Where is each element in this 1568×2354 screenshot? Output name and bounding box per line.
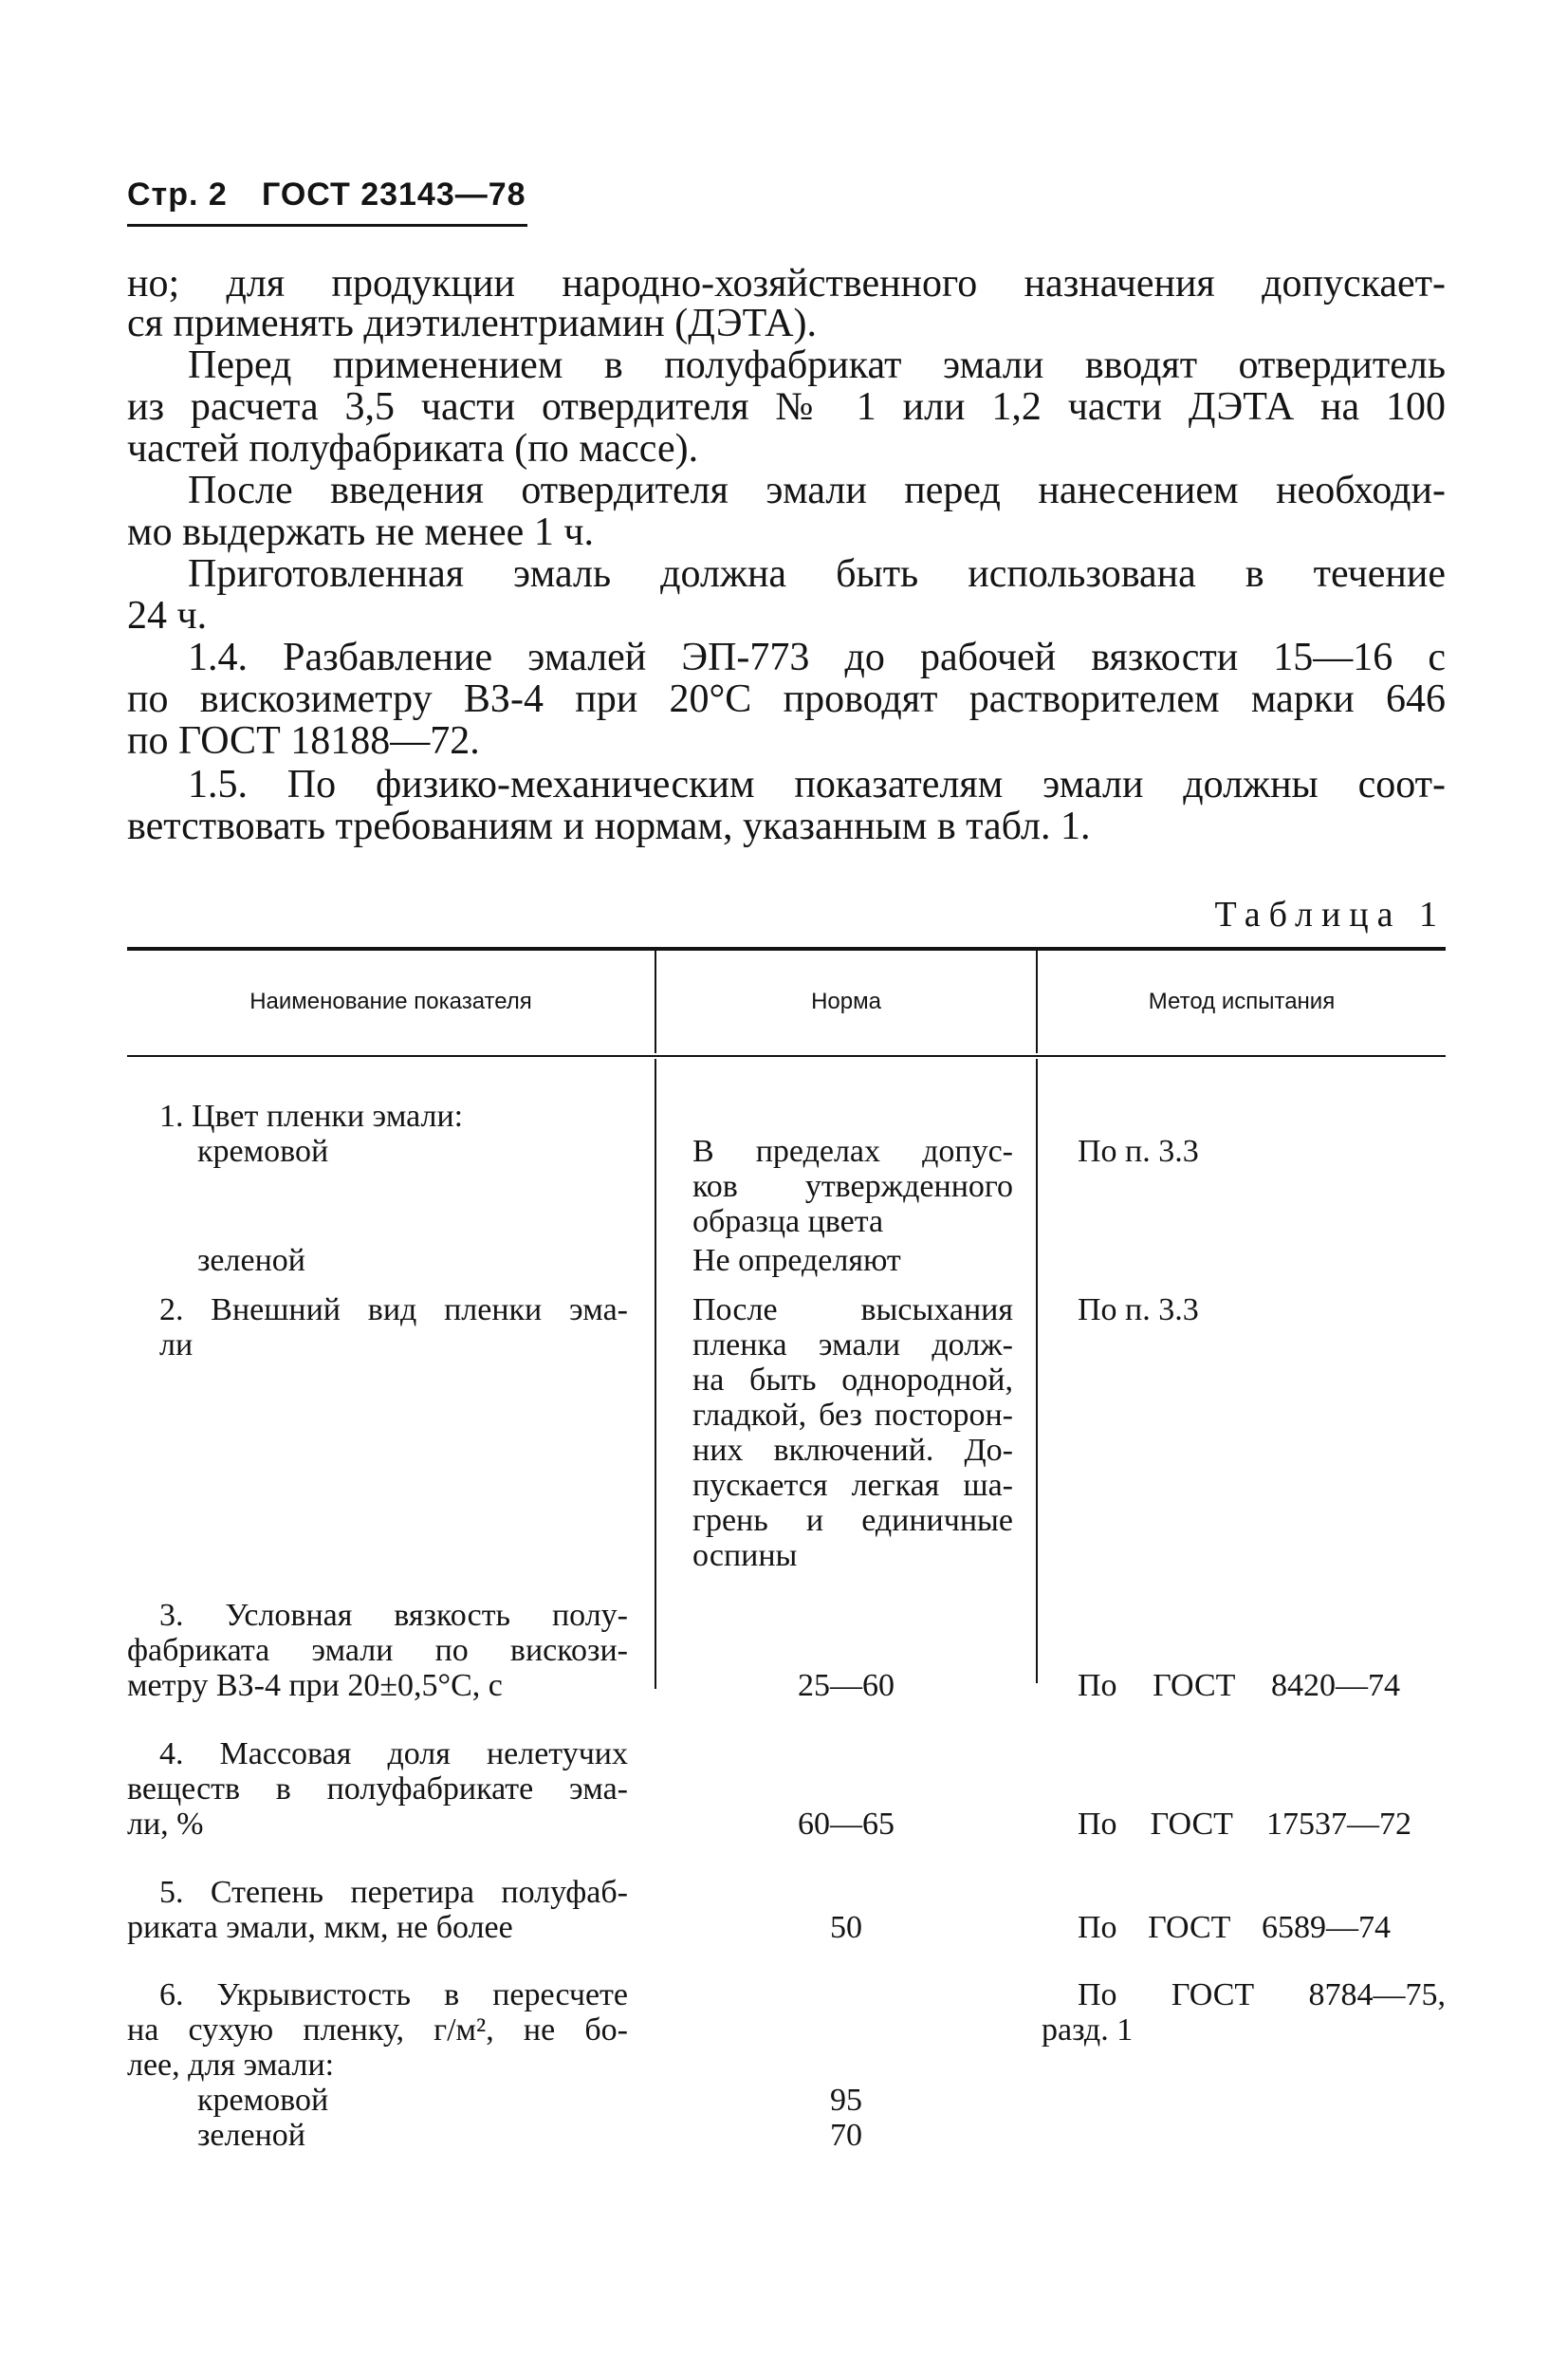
indicator-cell: фабриката эмали по вискози- bbox=[127, 1633, 628, 1668]
norm-cell: 25—60 bbox=[798, 1668, 895, 1703]
norm-cell: грень и единичные bbox=[692, 1503, 1013, 1538]
norm-cell: После высыхания bbox=[692, 1292, 1013, 1327]
method-cell: По п. 3.3 bbox=[1078, 1134, 1199, 1169]
indicator-cell: 3. Условная вязкость полу- bbox=[159, 1598, 628, 1633]
indicator-cell: риката эмали, мкм, не более bbox=[127, 1910, 513, 1945]
body-line: но; для продукции народно-хозяйственного назначения допускает- bbox=[127, 262, 1446, 306]
indicator-cell: ли bbox=[159, 1327, 194, 1362]
method-cell: По ГОСТ 6589—74 bbox=[1078, 1910, 1391, 1945]
indicator-cell: веществ в полуфабрикате эма- bbox=[127, 1771, 628, 1807]
body-line: ветствовать требованиям и нормам, указанным в табл. 1. bbox=[127, 805, 1091, 848]
table-header-method: Метод испытания bbox=[1148, 989, 1336, 1014]
indicator-cell: зеленой bbox=[197, 2118, 305, 2153]
norm-cell: пускается легкая ша- bbox=[692, 1468, 1013, 1503]
indicator-cell: метру ВЗ-4 при 20±0,5°С, с bbox=[127, 1668, 503, 1703]
method-cell: По ГОСТ 17537—72 bbox=[1078, 1807, 1411, 1842]
norm-cell: на быть однородной, bbox=[692, 1362, 1013, 1398]
body-line: 24 ч. bbox=[127, 594, 208, 638]
table-header-rule bbox=[127, 1055, 1446, 1057]
norm-cell: В пределах допус- bbox=[692, 1134, 1013, 1169]
indicator-cell: кремовой bbox=[197, 1134, 329, 1169]
body-line: 1.5. По физико-механическим показателям эмали должны соот- bbox=[188, 763, 1446, 806]
standard-number: ГОСТ 23143—78 bbox=[262, 176, 526, 213]
body-line: из расчета 3,5 части отвердителя № 1 или 1,2 части ДЭТА на 100 bbox=[127, 385, 1446, 429]
table-top-rule bbox=[127, 947, 1446, 951]
norm-cell: образца цвета bbox=[692, 1204, 884, 1239]
indicator-cell: 1. Цвет пленки эмали: bbox=[159, 1099, 464, 1134]
body-line: После введения отвердителя эмали перед нанесением необходи- bbox=[188, 469, 1446, 512]
indicator-cell: зеленой bbox=[197, 1243, 305, 1278]
method-cell: По п. 3.3 bbox=[1078, 1292, 1199, 1327]
header-rule bbox=[127, 224, 527, 227]
body-line: 1.4. Разбавление эмалей ЭП-773 до рабочей вязкости 15—16 с bbox=[188, 636, 1446, 679]
indicator-cell: 5. Степень перетира полуфаб- bbox=[159, 1875, 628, 1910]
indicator-cell: 2. Внешний вид пленки эма- bbox=[159, 1292, 628, 1327]
column-divider bbox=[1036, 1059, 1038, 1683]
indicator-cell: на сухую пленку, г/м², не бо- bbox=[127, 2012, 628, 2048]
indicator-cell: кремовой bbox=[197, 2083, 329, 2118]
body-line: мо выдержать не менее 1 ч. bbox=[127, 510, 594, 554]
body-line: Перед применением в полуфабрикат эмали вводят отвердитель bbox=[188, 343, 1446, 387]
body-line: по ГОСТ 18188—72. bbox=[127, 719, 480, 763]
norm-cell: 70 bbox=[830, 2118, 862, 2153]
norm-cell: 95 bbox=[830, 2083, 862, 2118]
indicator-cell: 6. Укрывистость в пересчете bbox=[159, 1977, 628, 2012]
indicator-cell: 4. Массовая доля нелетучих bbox=[159, 1736, 628, 1771]
table-header-norm: Норма bbox=[811, 989, 881, 1014]
table-caption: Таблица 1 bbox=[1214, 895, 1446, 935]
column-divider bbox=[655, 1059, 656, 1689]
body-line: частей полуфабриката (по массе). bbox=[127, 427, 699, 471]
norm-cell: гладкой, без посторон- bbox=[692, 1398, 1013, 1433]
body-line: Приготовленная эмаль должна быть использована в течение bbox=[188, 552, 1446, 596]
method-cell: разд. 1 bbox=[1042, 2012, 1134, 2048]
indicator-cell: лее, для эмали: bbox=[127, 2048, 335, 2083]
body-line: ся применять диэтилентриамин (ДЭТА). bbox=[127, 302, 818, 345]
indicator-cell: ли, % bbox=[127, 1807, 204, 1842]
norm-cell: Не определяют bbox=[692, 1243, 901, 1278]
norm-cell: пленка эмали долж- bbox=[692, 1327, 1013, 1362]
norm-cell: ков утвержденного bbox=[692, 1169, 1013, 1204]
page-number: Стр. 2 bbox=[127, 176, 228, 213]
norm-cell: оспины bbox=[692, 1538, 798, 1573]
norm-cell: 60—65 bbox=[798, 1807, 895, 1842]
method-cell: По ГОСТ 8784—75, bbox=[1078, 1977, 1446, 2012]
norm-cell: 50 bbox=[830, 1910, 862, 1945]
body-line: по вискозиметру ВЗ-4 при 20°С проводят растворителем марки 646 bbox=[127, 677, 1446, 721]
norm-cell: них включений. До- bbox=[692, 1433, 1013, 1468]
table-header-name: Наименование показателя bbox=[249, 989, 532, 1014]
method-cell: По ГОСТ 8420—74 bbox=[1078, 1668, 1400, 1703]
